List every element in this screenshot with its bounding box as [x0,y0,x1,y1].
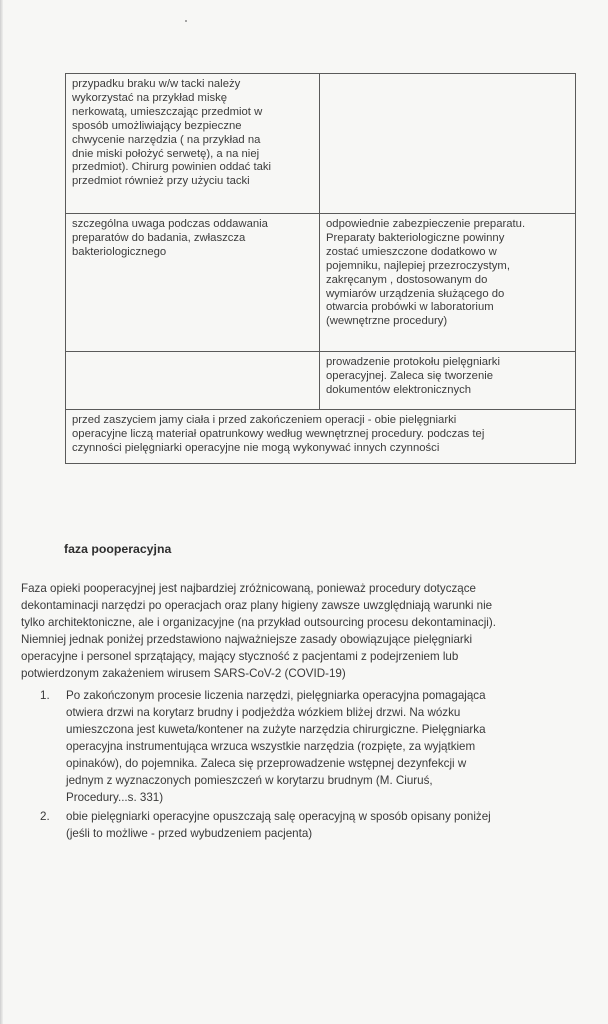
cell-text: odpowiednie zabezpieczenie preparatu. Preparaty bakteriologiczne powinny zostać umieszczone dodatkowo w pojemniku, najlepiej przezroczystym, zakręcanym , dostosowanym do wymiarów urządzenia służącego do otwarcia probówki w laboratorium (wewnętrzne procedury) [326,218,526,328]
cell-text: przed zaszyciem jamy ciała i przed zakończeniem operacji - obie pielęgniarki operacyjne liczą materiał opatrunkowy według wewnętrznej procedury. podczas tej czynności pielęgniarki operacyjne nie mogą wykonywać innych czynności [72,414,485,454]
table-cell [66,214,320,352]
list-item [26,687,586,806]
intro-paragraph: Faza opieki pooperacyjnej jest najbardziej zróżnicowaną, ponieważ procedury dotyczące dekontaminacji narzędzi po operacjach oraz plany higieny zawsze uwzględniają warunki nie tylko architektoniczne, ale i organizacyjne (na przykład outsourcing procesu dekontaminacji). Niemniej jednak poniżej przedstawiono najważniejsze zasady obowiązujące pielęgniarki operacyjne i personel sprzątający, mający styczność z pacjentami z podejrzeniem lub potwierdzonym zakażeniem wirusem SARS-CoV-2 (COVID-19) [21,582,496,680]
table-row [66,214,576,352]
cell-text: szczególna uwaga podczas oddawania preparatów do badania, zwłaszcza bakteriologicznego [72,218,268,258]
table-row [66,74,576,214]
table-cell-full-width [66,410,576,464]
table-cell [320,352,576,410]
cell-text: przypadku braku w/w tacki należy wykorzystać na przykład miskę nerkowatą, umieszczając przedmiot w sposób umożliwiający bezpieczne chwycenie narzędzia ( na przykład na dnie miski położyć serwetę), a na niej przedmiot). Chirurg powinien oddać taki przedmiot również przy użyciu tacki [72,78,272,188]
cell-text: prowadzenie protokołu pielęgniarki operacyjnej. Zaleca się tworzenie dokumentów elektronicznych [326,356,500,396]
list-item-number: 1. [40,689,50,702]
section-heading: faza pooperacyjna [64,542,172,556]
procedure-table [65,73,576,464]
page-edge-shadow [0,0,3,1024]
list-item-text: Po zakończonym procesie liczenia narzędzi, pielęgniarka operacyjna pomagająca otwiera drzwi na korytarz brudny i podjeżdża wózkiem bliżej drzwi. Na wózku umieszczona jest kuweta/kontener na zużyte narzędzia chirurgiczne. Pielęgniarka operacyjna instrumentująca wrzuca wszystkie narzędzia (rozpięte, za wyjątkiem opinaków), do pojemnika. Zaleca się przeprowadzenie wstępnej dezynfekcji w jednym z wyznaczonych pomieszczeń w korytarzu brudnym (M. Ciuruś, Procedury...s. 331) [66,689,486,804]
scan-speck [185,20,187,22]
table-cell [66,352,320,410]
list-item-text: obie pielęgniarki operacyjne opuszczają salę operacyjną w sposób opisany poniżej (jeśli to możliwe - przed wybudzeniem pacjenta) [66,810,491,840]
numbered-list [26,687,586,844]
table-cell [66,74,320,214]
table-cell [320,74,576,214]
list-item [26,808,586,842]
table-row [66,352,576,410]
list-item-number: 2. [40,810,50,823]
table-row [66,410,576,464]
table-cell [320,214,576,352]
